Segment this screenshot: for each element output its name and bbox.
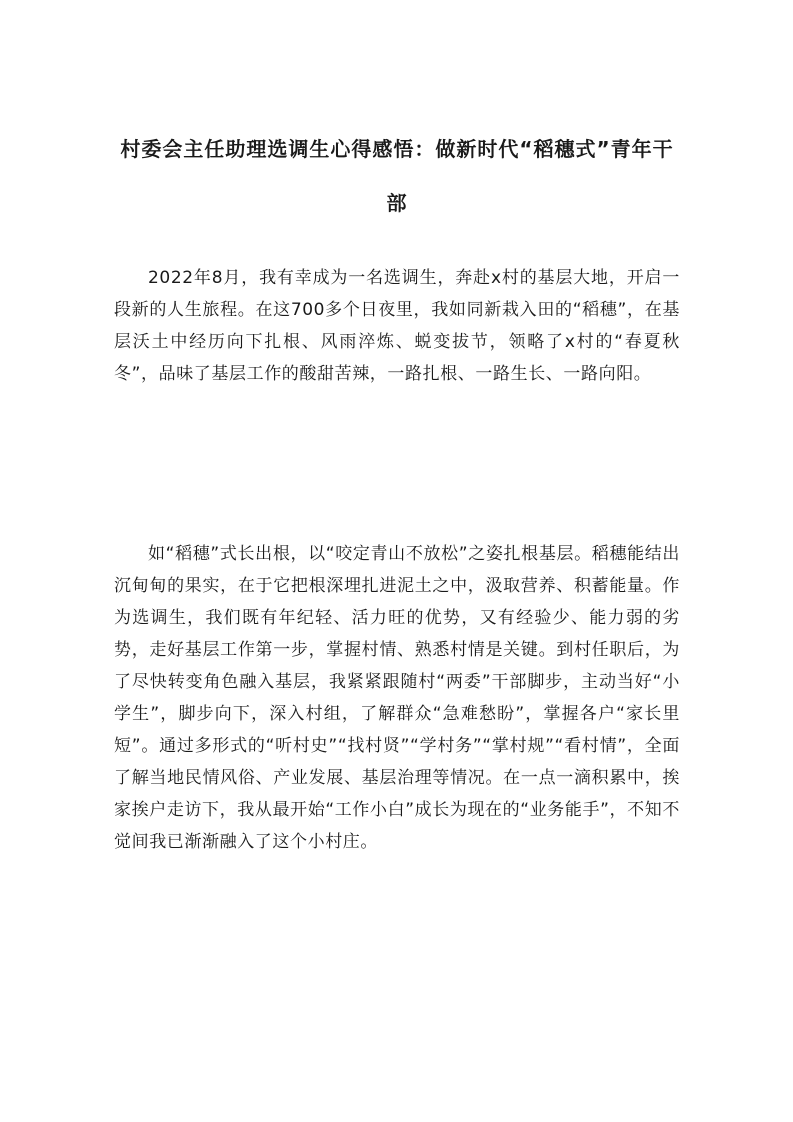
paragraph-2: 如“稻穗”式长出根，以“咬定青山不放松”之姿扎根基层。稻穗能结出沉甸甸的果实，在于它把根深埋扎进泥土之中，汲取营养、积蓄能量。作为选调生，我们既有年纪轻、活力旺的优势，又有经验少、能力弱的劣势，走好基层工作第一步，掌握村情、熟悉村情是关键。到村任职后，为了尽快转变角色融入基层，我紧紧跟随村“两委”干部脚步，主动当好“小学生”，脚步向下，深入村组，了解群众“急难愁盼”，掌握各户“家长里短”。通过多形式的“听村史”“找村贤”“学村务”“掌村规”“看村情”，全面了解当地民情风俗、产业发展、基层治理等情况。在一点一滴积累中，挨家挨户走访下，我从最开始“工作小白”成长为现在的“业务能手”，不知不觉间我已渐渐融入了这个小村庄。	[114, 544, 680, 852]
document-title: 村委会主任助理选调生心得感悟：做新时代“稻穗式”青年干部	[120, 137, 674, 215]
paragraph-1: 2022年8月，我有幸成为一名选调生，奔赴x村的基层大地，开启一段新的人生旅程。在这700多个日夜里，我如同新栽入田的“稻穗”，在基层沃土中经历向下扎根、风雨淬炼、蜕变拔节，领略了x村的“春夏秋冬”，品味了基层工作的酸甜苦辣，一路扎根、一路生长、一路向阳。	[114, 268, 680, 384]
